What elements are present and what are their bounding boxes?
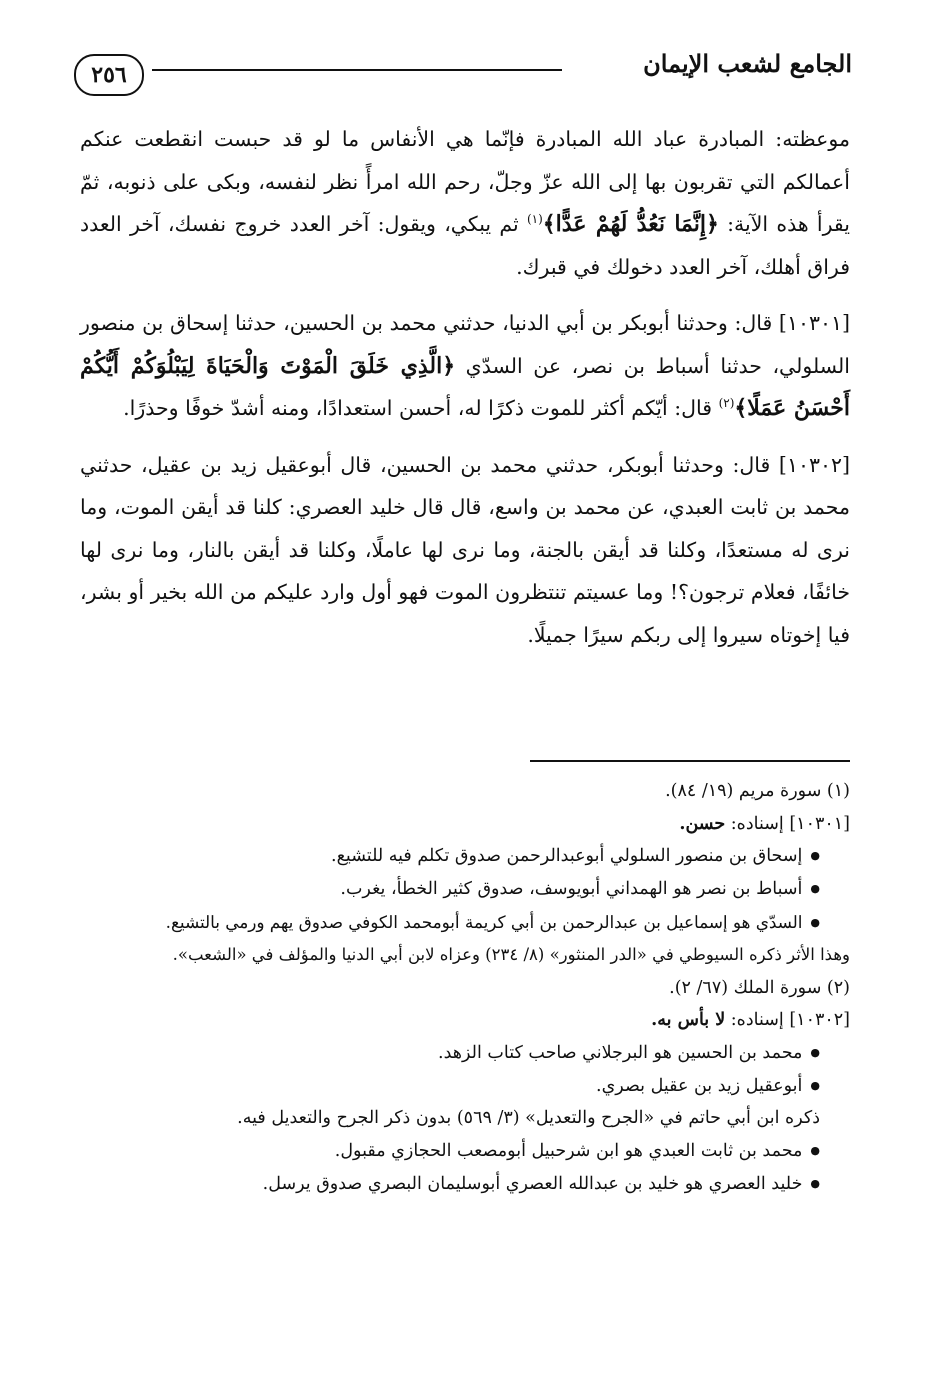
running-header: [62, 46, 852, 102]
quran-verse: ﴿الَّذِي خَلَقَ الْمَوْتَ وَالْحَيَاةَ لِيَبْلُوَكُمْ أَيُّكُمْ أَحْسَنُ عَمَلًا﴾: [80, 352, 850, 421]
paragraph-10301: [80, 302, 850, 430]
running-title: الجامع لشعب الإيمان: [643, 49, 852, 78]
footnote-ref: (٢): [718, 396, 735, 411]
isnad-label: [١٠٣٠٢] إسناده:: [725, 1010, 850, 1031]
paragraph-text: موعظته: المبادرة عباد الله المبادرة فإنّما هي الأنفاس ما لو قد حبست انقطعت عنكم أعمالكم التي تقربون بها إلى الله عزّ وجلّ، رحم الله امرأً نظر لنفسه، وبكى على ذنوبه، ثمّ يقرأ هذه الآية:: [80, 127, 850, 236]
footnote-ref: (١): [526, 212, 543, 227]
isnad-label: [١٠٣٠١] إسناده:: [725, 813, 850, 834]
list-item: ● أسباط بن نصر هو الهمداني أبويوسف، صدوق كثير الخطأ، يغرب.: [80, 873, 850, 906]
paragraph-10302: [80, 444, 850, 657]
list-item: ● محمد بن الحسين هو البرجلاني صاحب كتاب الزهد.: [80, 1037, 850, 1070]
list-item-note: ذكره ابن أبي حاتم في «الجرح والتعديل» (٣/ ٥٦٩) بدون ذكر الجرح والتعديل فيه.: [237, 1108, 820, 1129]
isnad-grade: حسن.: [679, 813, 726, 834]
paragraph-text: ثم يبكي، ويقول: آخر العدد خروج نفسك، آخر العدد فراق أهلك، آخر العدد دخولك في قبرك.: [80, 212, 850, 279]
list-item: ● السدّي هو إسماعيل بن عبدالرحمن بن أبي كريمة أبومحمد الكوفي صدوق يهم ورمي بالتشيع.: [80, 906, 850, 940]
footnote-1: (١) سورة مريم (١٩/ ٨٤).: [665, 781, 850, 801]
list-item: ● محمد بن ثابت العبدي هو ابن شرحبيل أبومصعب الحجازي مقبول.: [80, 1135, 850, 1168]
list-item: ● أبوعقيل زيد بن عقيل بصري.: [80, 1070, 850, 1103]
isnad-10301: [80, 808, 850, 841]
footnote-2: (٢) سورة الملك (٦٧/ ٢).: [669, 977, 850, 998]
quran-verse: ﴿إِنَّمَا نَعُدُّ لَهُمْ عَدًّا﴾: [542, 211, 719, 237]
main-text: [80, 118, 850, 670]
list-item: ● إسحاق بن منصور السلولي أبوعبدالرحمن صدوق تكلم فيه للتشيع.: [80, 840, 850, 873]
isnad-grade: لا بأس به.: [651, 1010, 726, 1031]
paragraph-text: [١٠٣٠٢] قال: وحدثنا أبوبكر، حدثني محمد بن الحسين، قال أبوعقيل زيد بن عقيل، حدثني محمد بن ثابت العبدي، عن محمد بن واسع، قال قال خليد العصري: كلنا قد أيقن الموت، وما نرى له مستعدًا، وكلنا قد أيقن بالجنة، وما نرى لها عاملًا، وكلنا قد أيقن بالنار، وما نرى لها خائفًا، فعلام ترجون؟! وما عسيتم تنتظرون الموت فهو أول وارد عليكم من الله بخير أو بشر، فيا إخوتاه سيروا إلى ربكم سيرًا جميلًا.: [80, 452, 850, 647]
isnad-10302: [80, 1004, 850, 1037]
list-item: ● خليد العصري هو خليد بن عبدالله العصري أبوسليمان البصري صدوق يرسل.: [80, 1168, 850, 1201]
page-number: ٢٥٦: [74, 54, 144, 96]
paragraph-text: قال: أيّكم أكثر للموت ذكرًا له، أحسن استعدادًا، ومنه أشدّ خوفًا وحذرًا.: [123, 396, 719, 420]
paragraph-sermon: [80, 118, 850, 288]
paragraph-text: [١٠٣٠١] قال: وحدثنا أبوبكر بن أبي الدنيا، حدثني محمد بن الحسين، حدثنا إسحاق بن منصور السلولي، حدثنا أسباط بن نصر، عن السدّي: [80, 311, 850, 378]
footnote-separator: [530, 760, 850, 762]
header-rule: [152, 69, 562, 71]
isnad-note: وهذا الأثر ذكره السيوطي في «الدر المنثور» (٨/ ٢٣٤) وعزاه لابن أبي الدنيا والمؤلف في «الشعب».: [172, 945, 850, 965]
footnotes: [80, 775, 850, 1200]
